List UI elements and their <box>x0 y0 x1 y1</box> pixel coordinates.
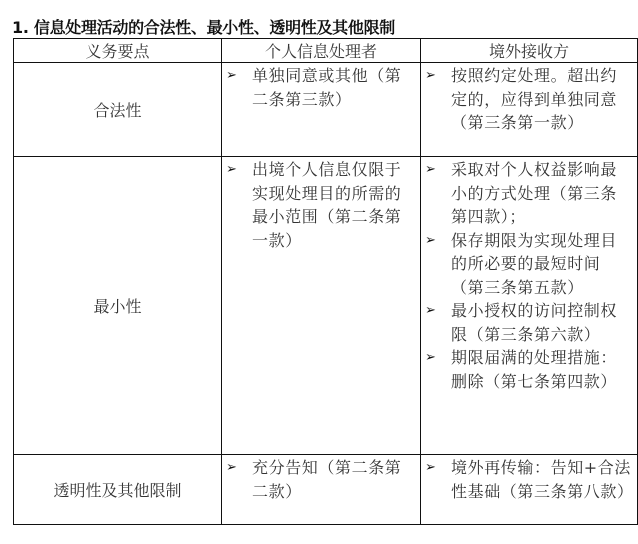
list-item: ➢ 出境个人信息仅限于实现处理目的所需的最小范围（第二条第一款） <box>222 158 420 252</box>
obligations-table <box>13 38 638 525</box>
header-processor: 个人信息处理者 <box>222 39 421 63</box>
obligation-point: 透明性及其他限制 <box>14 455 222 525</box>
arrow-bullet-icon: ➢ <box>226 68 237 83</box>
obligation-point: 最小性 <box>14 157 222 455</box>
recipient-cell <box>421 455 638 525</box>
section-title: 1. 信息处理活动的合法性、最小性、透明性及其他限制 <box>12 18 395 37</box>
arrow-bullet-icon: ➢ <box>226 460 237 475</box>
table-header-row <box>14 39 638 63</box>
table-row <box>14 63 638 157</box>
processor-cell <box>222 455 421 525</box>
header-obligation-point: 义务要点 <box>14 39 222 63</box>
arrow-bullet-icon: ➢ <box>226 162 237 177</box>
arrow-bullet-icon: ➢ <box>425 460 436 475</box>
list-item: ➢ 期限届满的处理措施：删除（第七条第四款） <box>421 346 637 393</box>
recipient-cell <box>421 63 638 157</box>
recipient-cell <box>421 157 638 455</box>
arrow-bullet-icon: ➢ <box>425 232 436 248</box>
list-item: ➢ 按照约定处理。超出约定的，应得到单独同意（第三条第一款） <box>421 64 637 135</box>
list-item: ➢ 境外再传输：告知+合法性基础（第三条第八款） <box>421 456 637 503</box>
list-item: ➢ 充分告知（第二条第二款） <box>222 456 420 503</box>
processor-cell <box>222 157 421 455</box>
arrow-bullet-icon: ➢ <box>425 350 436 365</box>
list-item: ➢ 保存期限为实现处理目的所必要的最短时间（第三条第五款） <box>421 229 637 300</box>
list-item: ➢ 最小授权的访问控制权限（第三条第六款） <box>421 299 637 346</box>
obligation-point: 合法性 <box>14 63 222 157</box>
processor-cell <box>222 63 421 157</box>
table-row <box>14 157 638 455</box>
header-recipient: 境外接收方 <box>421 39 638 63</box>
arrow-bullet-icon: ➢ <box>425 303 436 318</box>
arrow-bullet-icon: ➢ <box>425 68 436 83</box>
list-item: ➢ 采取对个人权益影响最小的方式处理（第三条第四款）； <box>421 158 637 229</box>
list-item: ➢ 单独同意或其他（第二条第三款） <box>222 64 420 111</box>
arrow-bullet-icon: ➢ <box>425 162 436 177</box>
table-row <box>14 455 638 525</box>
